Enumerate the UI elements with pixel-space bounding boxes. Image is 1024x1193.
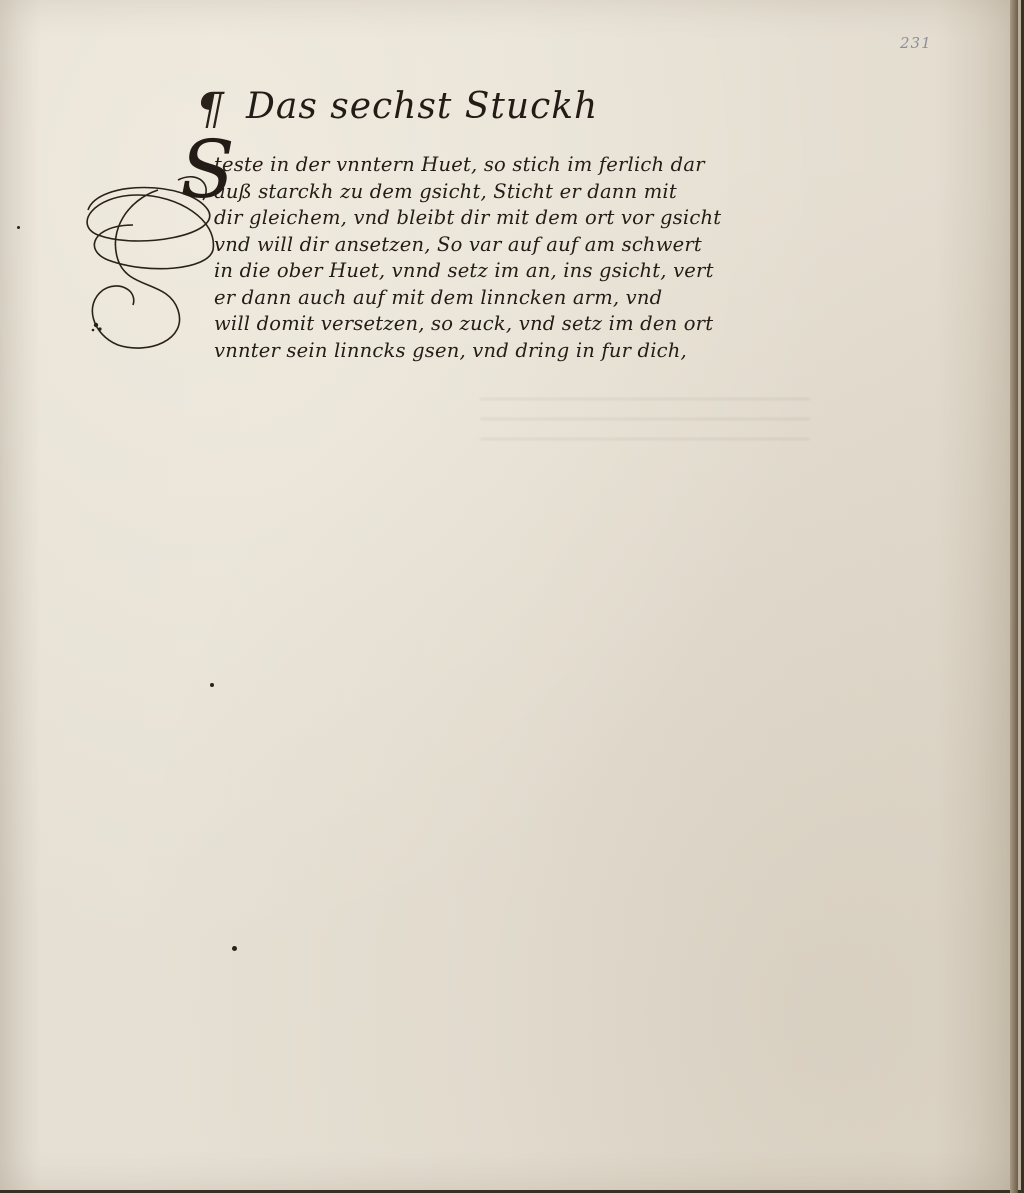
text-line: teste in der vnntern Huet, so stich im ferlich dar (214, 153, 705, 176)
ink-spot (17, 226, 20, 229)
text-line: auß starckh zu dem gsicht, Sticht er dann mit (214, 179, 677, 203)
text-line: er dann auch auf mit dem linncken arm, vnd (214, 285, 663, 309)
page-edge (1010, 0, 1018, 1193)
pilcrow-mark: ¶ (196, 84, 224, 135)
text-line: vnnter sein linncks gsen, vnd dring in fur dich, (214, 338, 687, 362)
body-text (214, 152, 894, 364)
section-heading: Das sechst Stuckh (246, 86, 599, 127)
initial-letter: S (180, 123, 235, 216)
text-line: in die ober Huet, vnnd setz im an, ins gsicht, vert (214, 259, 714, 282)
ink-spot (210, 683, 214, 687)
bleed-through-texture (480, 380, 810, 440)
text-line: will domit versetzen, so zuck, vnd setz im den ort (214, 312, 714, 335)
text-line: dir gleichem, vnd bleibt dir mit dem ort vor gsicht (214, 206, 722, 229)
folio-number: 231 (900, 34, 932, 52)
text-line: vnd will dir ansetzen, So var auf auf am schwert (214, 232, 702, 256)
ink-spot (232, 946, 237, 951)
